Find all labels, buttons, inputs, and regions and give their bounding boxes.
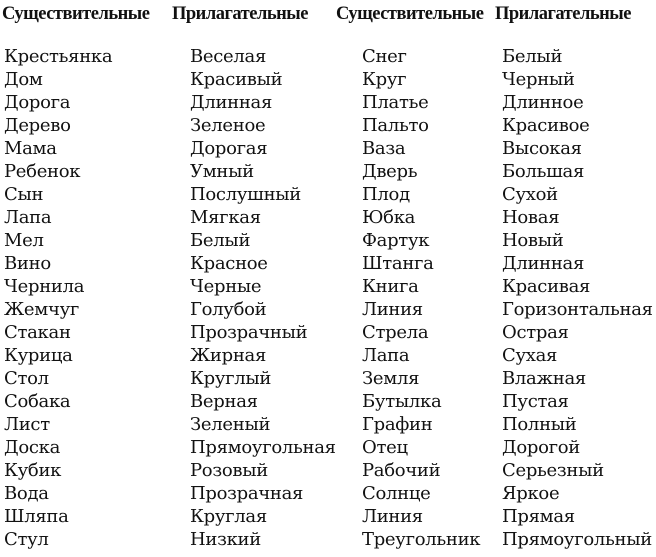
word-item: Большая [502,161,585,182]
word-item: Полный [502,414,577,435]
word-item: Красное [190,253,268,274]
word-item: Длинная [502,253,585,274]
word-item: Дорогой [502,437,580,458]
word-item: Мел [4,230,44,251]
word-item: Ребенок [4,161,81,182]
word-item: Рабочий [362,460,441,481]
word-item: Зеленое [190,115,266,136]
word-item: Бутылка [362,391,442,412]
word-item: Белый [190,230,251,251]
word-item: Серьезный [502,460,604,481]
word-item: Лапа [362,345,410,366]
word-item: Круглый [190,368,272,389]
word-item: Плод [362,184,410,205]
word-item: Острая [502,322,569,343]
word-item: Пустая [502,391,569,412]
word-item: Прозрачная [190,483,304,504]
word-item: Высокая [502,138,582,159]
word-item: Собака [4,391,71,412]
word-item: Мама [4,138,57,159]
word-item: Вино [4,253,51,274]
word-item: Крестьянка [4,46,113,67]
word-item: Круглая [190,506,267,527]
word-item: Линия [362,506,423,527]
word-item: Пальто [362,115,429,136]
word-item: Сын [4,184,44,205]
word-item: Курица [4,345,73,366]
header-adjectives-2: Прилагательные [495,4,631,24]
word-item: Низкий [190,529,261,550]
nouns-column-1 [4,45,112,551]
word-item: Дверь [362,161,418,182]
word-item: Стакан [4,322,71,343]
word-item: Кубик [4,460,62,481]
word-item: Стул [4,529,49,550]
nouns-column-2 [362,45,480,551]
header-adjectives-1: Прилагательные [172,4,308,24]
word-item: Длинная [190,92,273,113]
word-item: Красивый [190,69,283,90]
word-item: Вода [4,483,49,504]
word-item: Яркое [502,483,560,504]
word-item: Дорогая [190,138,268,159]
adjectives-column-1 [190,45,336,551]
word-item: Красивое [502,115,590,136]
word-item: Сухой [502,184,558,205]
word-item: Фартук [362,230,430,251]
word-item: Новый [502,230,564,251]
word-item: Треугольник [362,529,481,550]
word-item: Умный [190,161,254,182]
word-item: Мягкая [190,207,261,228]
word-item: Книга [362,276,419,297]
word-item: Дерево [4,115,71,136]
word-item: Жемчуг [4,299,79,320]
word-item: Солнце [362,483,431,504]
word-item: Штанга [362,253,434,274]
word-item: Прямоугольная [190,437,336,458]
word-item: Белый [502,46,563,67]
word-item: Длинное [502,92,584,113]
word-item: Прямоугольный [502,529,652,550]
word-item: Сухая [502,345,558,366]
word-item: Жирная [190,345,267,366]
word-item: Дорога [4,92,71,113]
word-item: Влажная [502,368,586,389]
header-nouns-2: Существительные [336,4,484,24]
word-item: Прямая [502,506,575,527]
adjectives-column-2 [502,45,653,551]
word-item: Верная [190,391,258,412]
word-item: Новая [502,207,560,228]
word-item: Земля [362,368,420,389]
word-item: Отец [362,437,408,458]
word-item: Черные [190,276,262,297]
header-nouns-1: Существительные [2,4,150,24]
word-item: Зеленый [190,414,271,435]
word-item: Прозрачный [190,322,308,343]
word-item: Графин [362,414,433,435]
word-item: Круг [362,69,407,90]
word-item: Послушный [190,184,301,205]
word-item: Снег [362,46,407,67]
word-item: Голубой [190,299,267,320]
word-item: Стрела [362,322,429,343]
word-item: Шляпа [4,506,69,527]
word-item: Чернила [4,276,85,297]
word-item: Веселая [190,46,267,67]
word-item: Лапа [4,207,52,228]
word-item: Горизонтальная [502,299,653,320]
word-item: Линия [362,299,423,320]
word-item: Розовый [190,460,268,481]
word-item: Доска [4,437,61,458]
word-item: Стол [4,368,49,389]
word-item: Платье [362,92,429,113]
word-item: Ваза [362,138,406,159]
word-item: Красивая [502,276,591,297]
word-item: Черный [502,69,575,90]
word-item: Дом [4,69,43,90]
word-item: Лист [4,414,50,435]
word-item: Юбка [362,207,416,228]
